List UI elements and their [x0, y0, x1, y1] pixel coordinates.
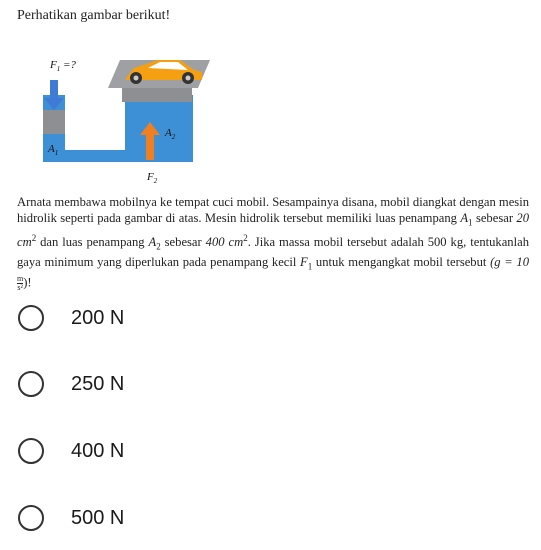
- label-f2: $F_2$: [147, 171, 158, 185]
- radio-icon[interactable]: [18, 438, 44, 464]
- option-label: 500 N: [71, 506, 125, 529]
- option-label: 200 N: [71, 306, 125, 329]
- option-label: 400 N: [71, 439, 125, 462]
- large-piston: [122, 88, 192, 102]
- large-cylinder-fluid: [125, 95, 193, 162]
- question-text: Arnata membawa mobilnya ke tempat cuci mobil. Sesampainya disana, mobil diangkat dengan mesin hidrolik seperti pada gambar di atas. Mesin hidrolik tersebut memiliki luas penampang $A_1$ sebesar 20 $cm^2$ dan luas penampang $A_2$ sebesar 400 $cm^2$. Jika massa mobil tersebut adalah 500 kg, tentukanlah gaya minimum yang diperlukan pada penampang kecil $F_1$ untuk mengangkat mobil tersebut (g = 10 $\frac{m}{\text{s²}}$ )!: [17, 195, 530, 293]
- option-250n[interactable]: [18, 364, 248, 404]
- option-500n[interactable]: [18, 498, 248, 538]
- force-f1-arrow-shaft: [50, 80, 58, 100]
- radio-icon[interactable]: [18, 371, 44, 397]
- label-a1: $A_1$: [48, 143, 59, 157]
- radio-icon[interactable]: [18, 505, 44, 531]
- label-f1: $F_1$ =?: [50, 59, 76, 73]
- small-piston: [43, 110, 65, 134]
- hydraulic-press-figure: [30, 50, 220, 200]
- question-intro: Perhatikan gambar berikut!: [17, 8, 171, 23]
- option-label: 250 N: [71, 372, 125, 395]
- option-400n[interactable]: [18, 431, 248, 471]
- radio-icon[interactable]: [18, 305, 44, 331]
- label-a2: $A_2$: [165, 127, 176, 141]
- force-f2-arrow-shaft: [146, 135, 154, 160]
- option-200n[interactable]: [18, 298, 248, 338]
